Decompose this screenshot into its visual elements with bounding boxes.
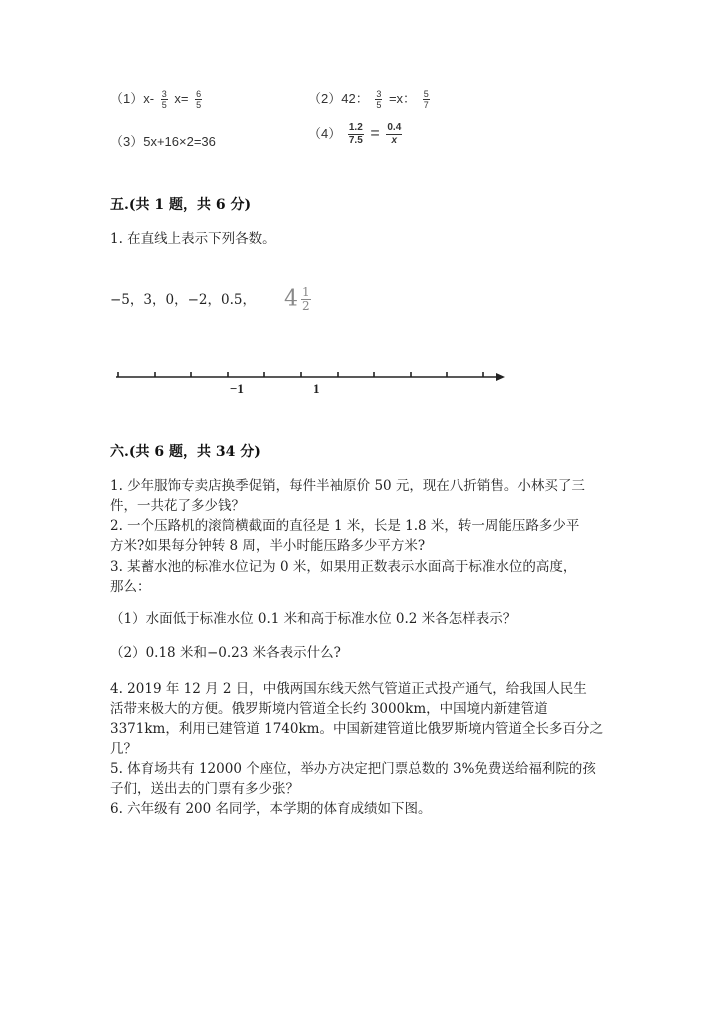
fraction-numerator: 0.4 bbox=[387, 122, 402, 133]
question-4-line-2: 活带来极大的方便。俄罗斯境内管道全长约 3000km，中国境内新建管道 bbox=[110, 701, 548, 717]
question-5-line-2: 子们，送出去的门票有多少张？ bbox=[110, 781, 299, 797]
fraction-denominator: x bbox=[391, 135, 398, 146]
fraction-denominator: 5 bbox=[161, 100, 167, 111]
question-3-sub-2: （2）0.18 米和−0.23 米各表示什么? bbox=[110, 645, 341, 661]
equation-1-label: （1） bbox=[110, 91, 144, 106]
fraction bbox=[423, 89, 430, 110]
number-line bbox=[110, 362, 510, 396]
section-5-title: 五.(共 1 题，共 6 分) bbox=[110, 197, 252, 213]
question-2-line-1: 2. 一个压路机的滚筒横截面的直径是 1 米，长是 1.8 米，转一周能压路多少平 bbox=[110, 518, 580, 534]
fraction bbox=[375, 89, 382, 110]
equation-3 bbox=[110, 131, 216, 150]
fraction-numerator: 5 bbox=[423, 89, 429, 100]
tick-label-pos1: 1 bbox=[313, 381, 320, 396]
equation-4 bbox=[308, 122, 405, 147]
numbers-list: −5，3，0，−2，0.5， bbox=[110, 292, 256, 308]
equation-3-label: （3） bbox=[110, 134, 144, 149]
fraction bbox=[386, 122, 402, 147]
fraction bbox=[348, 122, 364, 147]
question-3-sub-1: （1）水面低于标准水位 0.1 米和高于标准水位 0.2 米各怎样表示？ bbox=[110, 611, 517, 627]
fraction-denominator: 5 bbox=[196, 100, 202, 111]
mixed-number bbox=[284, 286, 314, 313]
mixed-number-whole: 4 bbox=[284, 286, 298, 312]
fraction-numerator: 1 bbox=[302, 285, 310, 299]
fraction-denominator: 7 bbox=[423, 100, 429, 111]
question-1-line-1: 1. 少年服饰专卖店换季促销，每件半袖原价 50 元，现在八折销售。小林买了三 bbox=[110, 478, 585, 494]
fraction-numerator: 3 bbox=[161, 89, 167, 100]
question-4-line-1: 4. 2019 年 12 月 2 日，中俄两国东线天然气管道正式投产通气，给我国人民生 bbox=[110, 681, 587, 697]
equals-sign: = bbox=[370, 124, 380, 142]
section-6-title: 六.(共 6 题，共 34 分) bbox=[110, 444, 261, 460]
question-3-line-2: 那么： bbox=[110, 579, 151, 595]
fraction bbox=[161, 89, 168, 110]
question-1-line-2: 件，一共花了多少钱？ bbox=[110, 498, 245, 514]
question-4-line-4: 几？ bbox=[110, 741, 137, 757]
question-4-line-3: 3371km，利用已建管道 1740km。中国新建管道比俄罗斯境内管道全长多百分之 bbox=[110, 721, 603, 737]
equation-2-part-b: =x： bbox=[388, 91, 417, 106]
fraction bbox=[301, 286, 311, 313]
fraction-denominator: 5 bbox=[376, 100, 382, 111]
number-line-arrow bbox=[496, 373, 505, 381]
fraction-numerator: 3 bbox=[376, 89, 382, 100]
fraction-numerator: 6 bbox=[196, 89, 202, 100]
equation-2 bbox=[308, 88, 433, 110]
fraction bbox=[195, 89, 202, 110]
section-5-question-1: 1. 在直线上表示下列各数。 bbox=[110, 231, 276, 247]
question-5-line-1: 5. 体育场共有 12000 个座位，举办方决定把门票总数的 3%免费送给福利院的孩 bbox=[110, 761, 596, 777]
fraction-denominator: 7.5 bbox=[348, 135, 363, 146]
equation-3-text: 5x+16×2=36 bbox=[143, 134, 216, 149]
equation-2-label: （2） bbox=[308, 91, 342, 106]
equation-2-part-a: 42： bbox=[341, 91, 369, 106]
equation-1-part-a: x- bbox=[143, 91, 155, 106]
fraction-numerator: 1.2 bbox=[348, 122, 363, 133]
question-2-line-2: 方米?如果每分钟转 8 周，半小时能压路多少平方米? bbox=[110, 538, 426, 554]
equation-4-label: （4） bbox=[308, 125, 342, 141]
tick-label-neg1: −1 bbox=[230, 381, 244, 396]
equation-1-part-b: x= bbox=[174, 91, 189, 106]
equation-1 bbox=[110, 88, 205, 110]
fraction-denominator: 2 bbox=[302, 299, 310, 313]
question-3-line-1: 3. 某蓄水池的标准水位记为 0 米，如果用正数表示水面高于标准水位的高度， bbox=[110, 559, 577, 575]
question-6-line-1: 6. 六年级有 200 名同学，本学期的体育成绩如下图。 bbox=[110, 801, 432, 817]
